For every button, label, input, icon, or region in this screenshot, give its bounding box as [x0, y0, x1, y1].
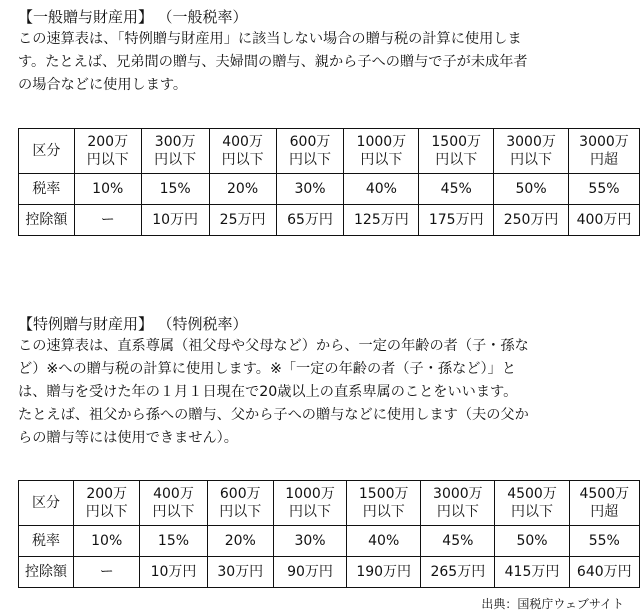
- column-header-line: 円以下: [289, 504, 332, 520]
- column-header: [74, 481, 140, 526]
- column-header-line: 円以下: [511, 504, 554, 520]
- column-header-line: 600万: [219, 486, 261, 502]
- column-header: [419, 129, 494, 174]
- column-header: [209, 129, 276, 174]
- column-header: [141, 129, 209, 174]
- column-header: [421, 481, 495, 526]
- column-header-line: 3000万: [506, 134, 556, 150]
- table-header-row: [19, 129, 640, 174]
- header-label: 区分: [19, 481, 74, 526]
- column-header-line: 600万: [289, 134, 331, 150]
- deduction-cell: 250万円: [494, 205, 569, 236]
- column-header-line: 円以下: [85, 504, 128, 520]
- column-header: [347, 481, 421, 526]
- column-header: [140, 481, 207, 526]
- column-header-line: 円以下: [289, 152, 331, 168]
- special-desc-line: ど）※への贈与税の計算に使用します。※「一定の年齢の者（子・孫など）」と: [18, 361, 516, 377]
- special-description: [18, 335, 626, 450]
- general-subtitle: （一般税率）: [165, 8, 248, 26]
- rate-cell: 50%: [494, 174, 569, 205]
- general-heading: [18, 6, 626, 28]
- column-header: [74, 129, 141, 174]
- column-header-line: 200万: [87, 134, 129, 150]
- rate-label: 税率: [19, 174, 75, 205]
- special-desc-line: たとえば、祖父から孫への贈与、父から子への贈与などに使用します（夫の父か: [18, 407, 529, 423]
- general-section: [18, 6, 626, 97]
- column-header-line: 300万: [154, 134, 196, 150]
- header-label: 区分: [19, 129, 75, 174]
- table-header-row: [19, 481, 640, 526]
- rate-cell: 20%: [209, 174, 276, 205]
- deduction-cell: 400万円: [568, 205, 639, 236]
- column-header-line: 円以下: [221, 152, 264, 168]
- column-header-line: 1000万: [285, 486, 335, 502]
- column-header-line: 円以下: [436, 504, 479, 520]
- column-header-line: 円以下: [219, 504, 262, 520]
- general-title: 【一般贈与財産用】: [18, 8, 154, 26]
- rate-cell: 50%: [495, 526, 569, 557]
- deduction-row: [19, 557, 640, 588]
- deduction-cell: 125万円: [344, 205, 419, 236]
- rate-row: [19, 174, 640, 205]
- rate-cell: 20%: [207, 526, 273, 557]
- deduction-cell: 90万円: [273, 557, 346, 588]
- special-desc-line: らの贈与等には使用できません）。: [18, 430, 238, 446]
- general-description: [18, 28, 626, 97]
- deduction-cell: 190万円: [347, 557, 421, 588]
- general-desc-line: す。たとえば、兄弟間の贈与、夫婦間の贈与、親から子への贈与で子が未成年者: [18, 54, 528, 70]
- deduction-label: 控除額: [19, 557, 74, 588]
- column-header-line: 4500万: [507, 486, 557, 502]
- column-header-line: 円以下: [510, 152, 553, 168]
- column-header: [568, 129, 639, 174]
- column-header-line: 1500万: [358, 486, 409, 502]
- rate-cell: 40%: [344, 174, 419, 205]
- special-section: [18, 313, 626, 450]
- column-header-line: 1500万: [431, 134, 482, 150]
- special-subtitle: （特例税率）: [165, 315, 248, 333]
- deduction-cell: 640万円: [569, 557, 639, 588]
- deduction-cell: 415万円: [495, 557, 569, 588]
- column-header: [276, 129, 344, 174]
- deduction-cell: 265万円: [421, 557, 495, 588]
- deduction-cell: 10万円: [140, 557, 207, 588]
- column-header-line: 円以下: [362, 504, 405, 520]
- column-header-line: 400万: [222, 134, 263, 150]
- special-desc-line: は、贈与を受けた年の１月１日現在で20歳以上の直系卑属のことをいいます。: [18, 384, 518, 400]
- rate-cell: 15%: [141, 174, 209, 205]
- column-header: [569, 481, 639, 526]
- rate-cell: 45%: [421, 526, 495, 557]
- source-citation: 出典：国税庁ウェブサイト: [481, 597, 624, 611]
- column-header: [344, 129, 419, 174]
- column-header-line: 円以下: [360, 152, 403, 168]
- rate-cell: 55%: [568, 174, 639, 205]
- rate-cell: 55%: [569, 526, 639, 557]
- deduction-cell: 10万円: [141, 205, 209, 236]
- column-header-line: 4500万: [579, 486, 630, 502]
- rate-cell: 10%: [74, 526, 140, 557]
- special-title: 【特例贈与財産用】: [18, 315, 154, 333]
- column-header-line: 円超: [590, 504, 619, 520]
- special-desc-line: この速算表は、直系尊属（祖父母や父母など）から、一定の年齢の者（子・孫な: [18, 338, 529, 354]
- general-rate-table: [18, 128, 640, 236]
- column-header-line: 円以下: [86, 152, 129, 168]
- rate-cell: 40%: [347, 526, 421, 557]
- column-header-line: 400万: [153, 486, 194, 502]
- deduction-cell: ー: [74, 557, 140, 588]
- general-desc-line: この速算表は、「特例贈与財産用」に該当しない場合の贈与税の計算に使用しま: [18, 31, 522, 47]
- rate-row: [19, 526, 640, 557]
- column-header-line: 円以下: [154, 152, 197, 168]
- column-header-line: 円超: [589, 152, 618, 168]
- deduction-row: [19, 205, 640, 236]
- column-header: [494, 129, 569, 174]
- column-header: [273, 481, 346, 526]
- deduction-cell: ー: [74, 205, 141, 236]
- deduction-cell: 25万円: [209, 205, 276, 236]
- deduction-label: 控除額: [19, 205, 75, 236]
- deduction-cell: 65万円: [276, 205, 344, 236]
- special-heading: [18, 313, 626, 335]
- rate-cell: 30%: [273, 526, 346, 557]
- column-header-line: 3000万: [579, 134, 629, 150]
- rate-label: 税率: [19, 526, 74, 557]
- column-header: [495, 481, 569, 526]
- rate-cell: 15%: [140, 526, 207, 557]
- column-header-line: 200万: [86, 486, 128, 502]
- general-desc-line: の場合などに使用します。: [18, 77, 188, 93]
- column-header: [207, 481, 273, 526]
- column-header-line: 1000万: [356, 134, 407, 150]
- rate-cell: 10%: [74, 174, 141, 205]
- rate-cell: 30%: [276, 174, 344, 205]
- special-rate-table: [18, 480, 640, 588]
- deduction-cell: 30万円: [207, 557, 273, 588]
- rate-cell: 45%: [419, 174, 494, 205]
- column-header-line: 3000万: [433, 486, 483, 502]
- column-header-line: 円以下: [435, 152, 478, 168]
- deduction-cell: 175万円: [419, 205, 494, 236]
- column-header-line: 円以下: [152, 504, 195, 520]
